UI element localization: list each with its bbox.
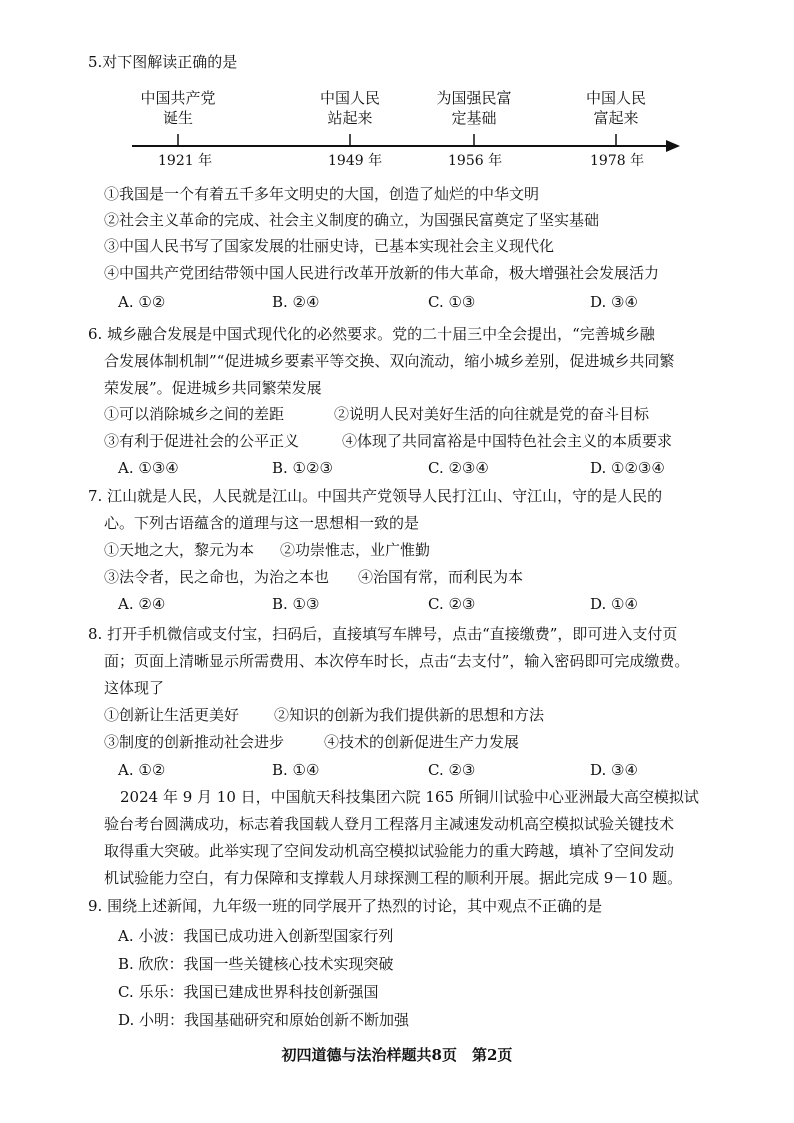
q7-statement: ④治国有常，而利民为本 xyxy=(358,568,524,586)
timeline-year: 1978 年 xyxy=(590,153,645,169)
q8-stem: 面；页面上清晰显示所需费用、本次停车时长，点击“去支付”，输入密码即可完成缴费。 xyxy=(104,652,690,670)
q7-choice-c: C. ②③ xyxy=(428,595,476,613)
q5-choice-d: D. ③④ xyxy=(590,293,638,311)
q6-stem: 合发展体制机制”“促进城乡要素平等交换、双向流动，缩小城乡差别，促进城乡共同繁 xyxy=(104,352,675,370)
q7-choice-a: A. ②④ xyxy=(118,595,166,613)
q6-statement: ③有利于促进社会的公平正义 xyxy=(104,432,300,450)
q8-statement: ③制度的创新推动社会进步 xyxy=(104,733,285,751)
q5-choice-c: C. ①③ xyxy=(428,293,476,311)
q6-stem: 荣发展”。促进城乡共同繁荣发展 xyxy=(104,379,322,397)
q8-statement: ②知识的创新为我们提供新的思想和方法 xyxy=(274,706,545,724)
timeline-event-label: 中国共产党 诞生 xyxy=(140,89,216,127)
q9-choice-d: D. 小明：我国基础研究和原始创新不断加强 xyxy=(118,1011,410,1029)
q9-choice-c: C. 乐乐：我国已建成世界科技创新强国 xyxy=(118,983,379,1001)
q8-stem: 8. 打开手机微信或支付宝，扫码后，直接填写车牌号，点击“直接缴费”，即可进入支付页 xyxy=(88,625,678,643)
q7-choice-b: B. ①③ xyxy=(272,595,320,613)
q5-statement: ③中国人民书写了国家发展的壮丽史诗，已基本实现社会主义现代化 xyxy=(104,237,555,255)
q9-stem: 9. 围绕上述新闻，九年级一班的同学展开了热烈的讨论，其中观点不正确的是 xyxy=(88,897,603,915)
timeline-event-label: 为国强民富 定基础 xyxy=(436,89,512,127)
q9-choice-a: A. 小波：我国已成功进入创新型国家行列 xyxy=(118,927,394,945)
q8-choice-d: D. ③④ xyxy=(590,761,638,779)
timeline-event-label: 中国人民 富起来 xyxy=(585,89,646,127)
q8-statement: ①创新让生活更美好 xyxy=(104,706,240,724)
q5-statement: ②社会主义革命的完成、社会主义制度的确立，为国强民富奠定了坚实基础 xyxy=(104,211,600,229)
q7-statement: ①天地之大，黎元为本 xyxy=(104,541,255,559)
q8-choice-a: A. ①② xyxy=(118,761,166,779)
q9-choice-b: B. 欣欣：我国一些关键核心技术实现突破 xyxy=(118,955,394,973)
q6-choice-a: A. ①③④ xyxy=(118,459,179,477)
q5-statement: ①我国是一个有着五千多年文明史的大国，创造了灿烂的中华文明 xyxy=(104,185,540,203)
timeline-year: 1956 年 xyxy=(448,153,503,169)
page-footer: 初四道德与法治样题共8页 第2页 xyxy=(281,1046,513,1064)
q8-statement: ④技术的创新促进生产力发展 xyxy=(324,733,520,751)
q7-statement: ②功崇惟志，业广惟勤 xyxy=(280,541,431,559)
timeline-event-label: 中国人民 站起来 xyxy=(319,89,380,127)
q6-choice-d: D. ①②③④ xyxy=(590,459,665,477)
material-paragraph: 2024 年 9 月 10 日，中国航天科技集团六院 165 所铜川试验中心亚洲最大高空模拟试 xyxy=(120,788,699,806)
q6-statement: ②说明人民对美好生活的向往就是党的奋斗目标 xyxy=(334,405,650,423)
material-paragraph: 机试验能力空白，有力保障和支撑载人月球探测工程的顺利开展。据此完成 9－10 题。 xyxy=(104,869,683,887)
q8-choice-c: C. ②③ xyxy=(428,761,476,779)
q6-choice-b: B. ①②③ xyxy=(272,459,333,477)
q5-choice-b: B. ②④ xyxy=(272,293,320,311)
material-paragraph: 验台考台圆满成功，标志着我国载人登月工程落月主减速发动机高空模拟试验关键技术 xyxy=(104,815,675,833)
q6-choice-c: C. ②③④ xyxy=(428,459,489,477)
q6-stem: 6. 城乡融合发展是中国式现代化的必然要求。党的二十届三中全会提出，“完善城乡融 xyxy=(88,325,655,343)
q5-statement: ④中国共产党团结带领中国人民进行改革开放新的伟大革命，极大增强社会发展活力 xyxy=(104,264,660,282)
q8-stem: 这体现了 xyxy=(104,679,165,697)
q7-choice-d: D. ①④ xyxy=(590,595,638,613)
q6-statement: ④体现了共同富裕是中国特色社会主义的本质要求 xyxy=(342,432,673,450)
q5-stem: 5.对下图解读正确的是 xyxy=(88,53,238,71)
timeline-year: 1921 年 xyxy=(158,153,213,169)
q7-statement: ③法令者，民之命也，为治之本也 xyxy=(104,568,330,586)
q5-choice-a: A. ①② xyxy=(118,293,166,311)
material-paragraph: 取得重大突破。此举实现了空间发动机高空模拟试验能力的重大跨越，填补了空间发动 xyxy=(104,842,675,860)
timeline-arrow xyxy=(666,140,680,152)
q7-stem: 7. 江山就是人民，人民就是江山。中国共产党领导人民打江山、守江山，守的是人民的 xyxy=(88,487,663,505)
timeline-year: 1949 年 xyxy=(328,153,383,169)
q7-stem: 心。下列古语蕴含的道理与这一思想相一致的是 xyxy=(104,514,420,532)
q6-statement: ①可以消除城乡之间的差距 xyxy=(104,405,285,423)
q8-choice-b: B. ①④ xyxy=(272,761,320,779)
